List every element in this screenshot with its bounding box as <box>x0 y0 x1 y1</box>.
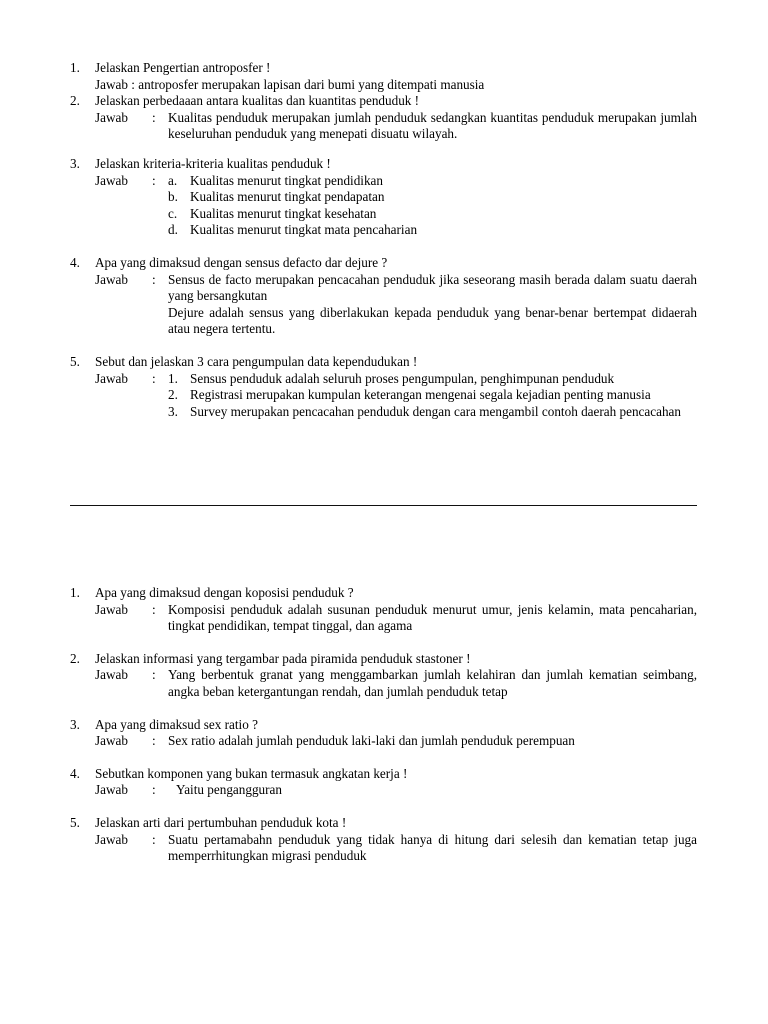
answer-colon: : <box>152 172 156 188</box>
answer-colon: : <box>152 782 156 798</box>
question-number: 5. <box>70 353 80 369</box>
question-item <box>70 354 697 420</box>
question-text: Apa yang dimaksud sex ratio ? <box>95 716 258 732</box>
question-item <box>70 156 697 239</box>
sublist-item <box>168 404 697 421</box>
answer-label: Jawab <box>95 370 128 386</box>
answer-sublist <box>168 173 697 239</box>
question-number: 1. <box>70 585 80 600</box>
question-number: 2. <box>70 93 80 109</box>
question-number: 4. <box>70 765 80 781</box>
answer-colon: : <box>152 271 156 287</box>
question-text: Apa yang dimaksud dengan koposisi penduduk ? <box>95 585 354 600</box>
sublist-marker: c. <box>168 205 178 221</box>
sublist-text: Registrasi merupakan kumpulan keterangan mengenai segala kejadian penting manusia <box>190 387 651 403</box>
question-item <box>70 255 697 338</box>
sublist-marker: 1. <box>168 370 178 386</box>
question-number: 5. <box>70 814 80 830</box>
sublist-marker: a. <box>168 172 178 188</box>
question-item <box>70 60 697 93</box>
answer-colon: : <box>152 831 156 847</box>
answer-inline: Jawab : antroposfer merupakan lapisan dari bumi yang ditempati manusia <box>95 76 485 92</box>
question-item <box>70 585 697 635</box>
section-divider <box>70 505 697 506</box>
question-number: 2. <box>70 650 80 666</box>
question-number: 1. <box>70 60 80 75</box>
answer-label: Jawab <box>95 271 128 287</box>
answer-colon: : <box>152 667 156 683</box>
answer-text: Yang berbentuk granat yang menggambarkan jumlah kelahiran dan jumlah kematian seimbang, angka beban ketergantungan rendah, dan jumlah penduduk tetap <box>168 667 697 699</box>
sublist-item <box>168 206 697 223</box>
question-text: Jelaskan Pengertian antroposfer ! <box>95 60 271 75</box>
answer-block <box>95 733 697 750</box>
sublist-text: Kualitas menurut tingkat pendapatan <box>190 189 385 205</box>
question-list-two <box>70 585 697 865</box>
answer-label: Jawab <box>95 667 128 683</box>
answer-block <box>95 782 697 799</box>
question-number: 4. <box>70 254 80 270</box>
sublist-item <box>168 189 697 206</box>
sublist-marker: d. <box>168 222 178 238</box>
answer-sublist-wrapper <box>168 173 697 239</box>
answer-text: Komposisi penduduk adalah susunan penduduk menurut umur, jenis kelamin, mata pencaharian, tingkat pendidikan, tempat tinggal, dan agama <box>168 601 697 634</box>
answer-label: Jawab <box>95 831 128 847</box>
answer-block <box>95 667 697 700</box>
sublist-item <box>168 387 697 404</box>
answer-sublist-wrapper <box>168 371 697 421</box>
question-item <box>70 766 697 799</box>
question-section-two <box>70 585 697 865</box>
answer-label: Jawab <box>95 109 128 125</box>
answer-label: Jawab <box>95 601 128 617</box>
answer-text: Suatu pertamabahn penduduk yang tidak hanya di hitung dari selesih dan kematian tetap juga memperrhitungkan migrasi penduduk <box>168 831 697 864</box>
question-item <box>70 815 697 865</box>
sublist-marker: b. <box>168 189 178 205</box>
sublist-item <box>168 371 697 388</box>
answer-paragraph: Sensus de facto merupakan pencacahan penduduk jika seseorang masih berada dalam suatu daerah yang bersangkutan <box>168 271 697 304</box>
question-item <box>70 651 697 701</box>
answer-sublist <box>168 371 697 421</box>
answer-label: Jawab <box>95 782 128 798</box>
question-text: Jelaskan informasi yang tergambar pada piramida penduduk stastoner ! <box>95 650 471 666</box>
answer-label: Jawab <box>95 172 128 188</box>
question-section-one <box>70 60 697 420</box>
answer-block <box>95 272 697 338</box>
question-number: 3. <box>70 716 80 732</box>
question-text: Jelaskan perbedaaan antara kualitas dan kuantitas penduduk ! <box>95 93 420 109</box>
sublist-text: Kualitas menurut tingkat mata pencaharian <box>190 222 418 238</box>
question-number: 3. <box>70 155 80 171</box>
sublist-item <box>168 222 697 239</box>
answer-block <box>95 602 697 635</box>
answer-colon: : <box>152 109 156 125</box>
sublist-text: Survey merupakan pencacahan penduduk dengan cara mengambil contoh daerah pencacahan <box>190 403 682 419</box>
question-item <box>70 93 697 143</box>
answer-block <box>95 173 697 239</box>
answer-label: Jawab <box>95 733 128 749</box>
answer-text: Kualitas penduduk merupakan jumlah penduduk sedangkan kuantitas penduduk merupakan jumlah keseluruhan penduduk yang menepati disuatu wilayah. <box>168 109 697 142</box>
sublist-marker: 2. <box>168 387 178 403</box>
answer-colon: : <box>152 370 156 386</box>
question-text: Sebut dan jelaskan 3 cara pengumpulan data kependudukan ! <box>95 353 418 369</box>
question-text: Jelaskan kriteria-kriteria kualitas penduduk ! <box>95 155 331 171</box>
answer-text: Sex ratio adalah jumlah penduduk laki-laki dan jumlah penduduk perempuan <box>168 733 575 749</box>
sublist-marker: 3. <box>168 403 178 419</box>
question-text: Sebutkan komponen yang bukan termasuk angkatan kerja ! <box>95 765 408 781</box>
answer-block <box>95 832 697 865</box>
sublist-item <box>168 173 697 190</box>
question-text: Jelaskan arti dari pertumbuhan penduduk kota ! <box>95 814 347 830</box>
question-text: Apa yang dimaksud dengan sensus defacto dar dejure ? <box>95 254 388 270</box>
question-item <box>70 717 697 750</box>
answer-block <box>95 371 697 421</box>
answer-colon: : <box>152 601 156 617</box>
answer-block <box>95 110 697 143</box>
answer-paragraph: Dejure adalah sensus yang diberlakukan kepada penduduk yang benar-benar bertempat didaerah atau negera tertentu. <box>168 304 697 337</box>
question-list-one <box>70 60 697 420</box>
sublist-text: Kualitas menurut tingkat kesehatan <box>190 205 377 221</box>
sublist-text: Sensus penduduk adalah seluruh proses pengumpulan, penghimpunan penduduk <box>190 370 615 386</box>
sublist-text: Kualitas menurut tingkat pendidikan <box>190 172 384 188</box>
answer-colon: : <box>152 733 156 749</box>
answer-text: Yaitu pengangguran <box>176 782 282 798</box>
answer-text-group <box>168 272 697 338</box>
